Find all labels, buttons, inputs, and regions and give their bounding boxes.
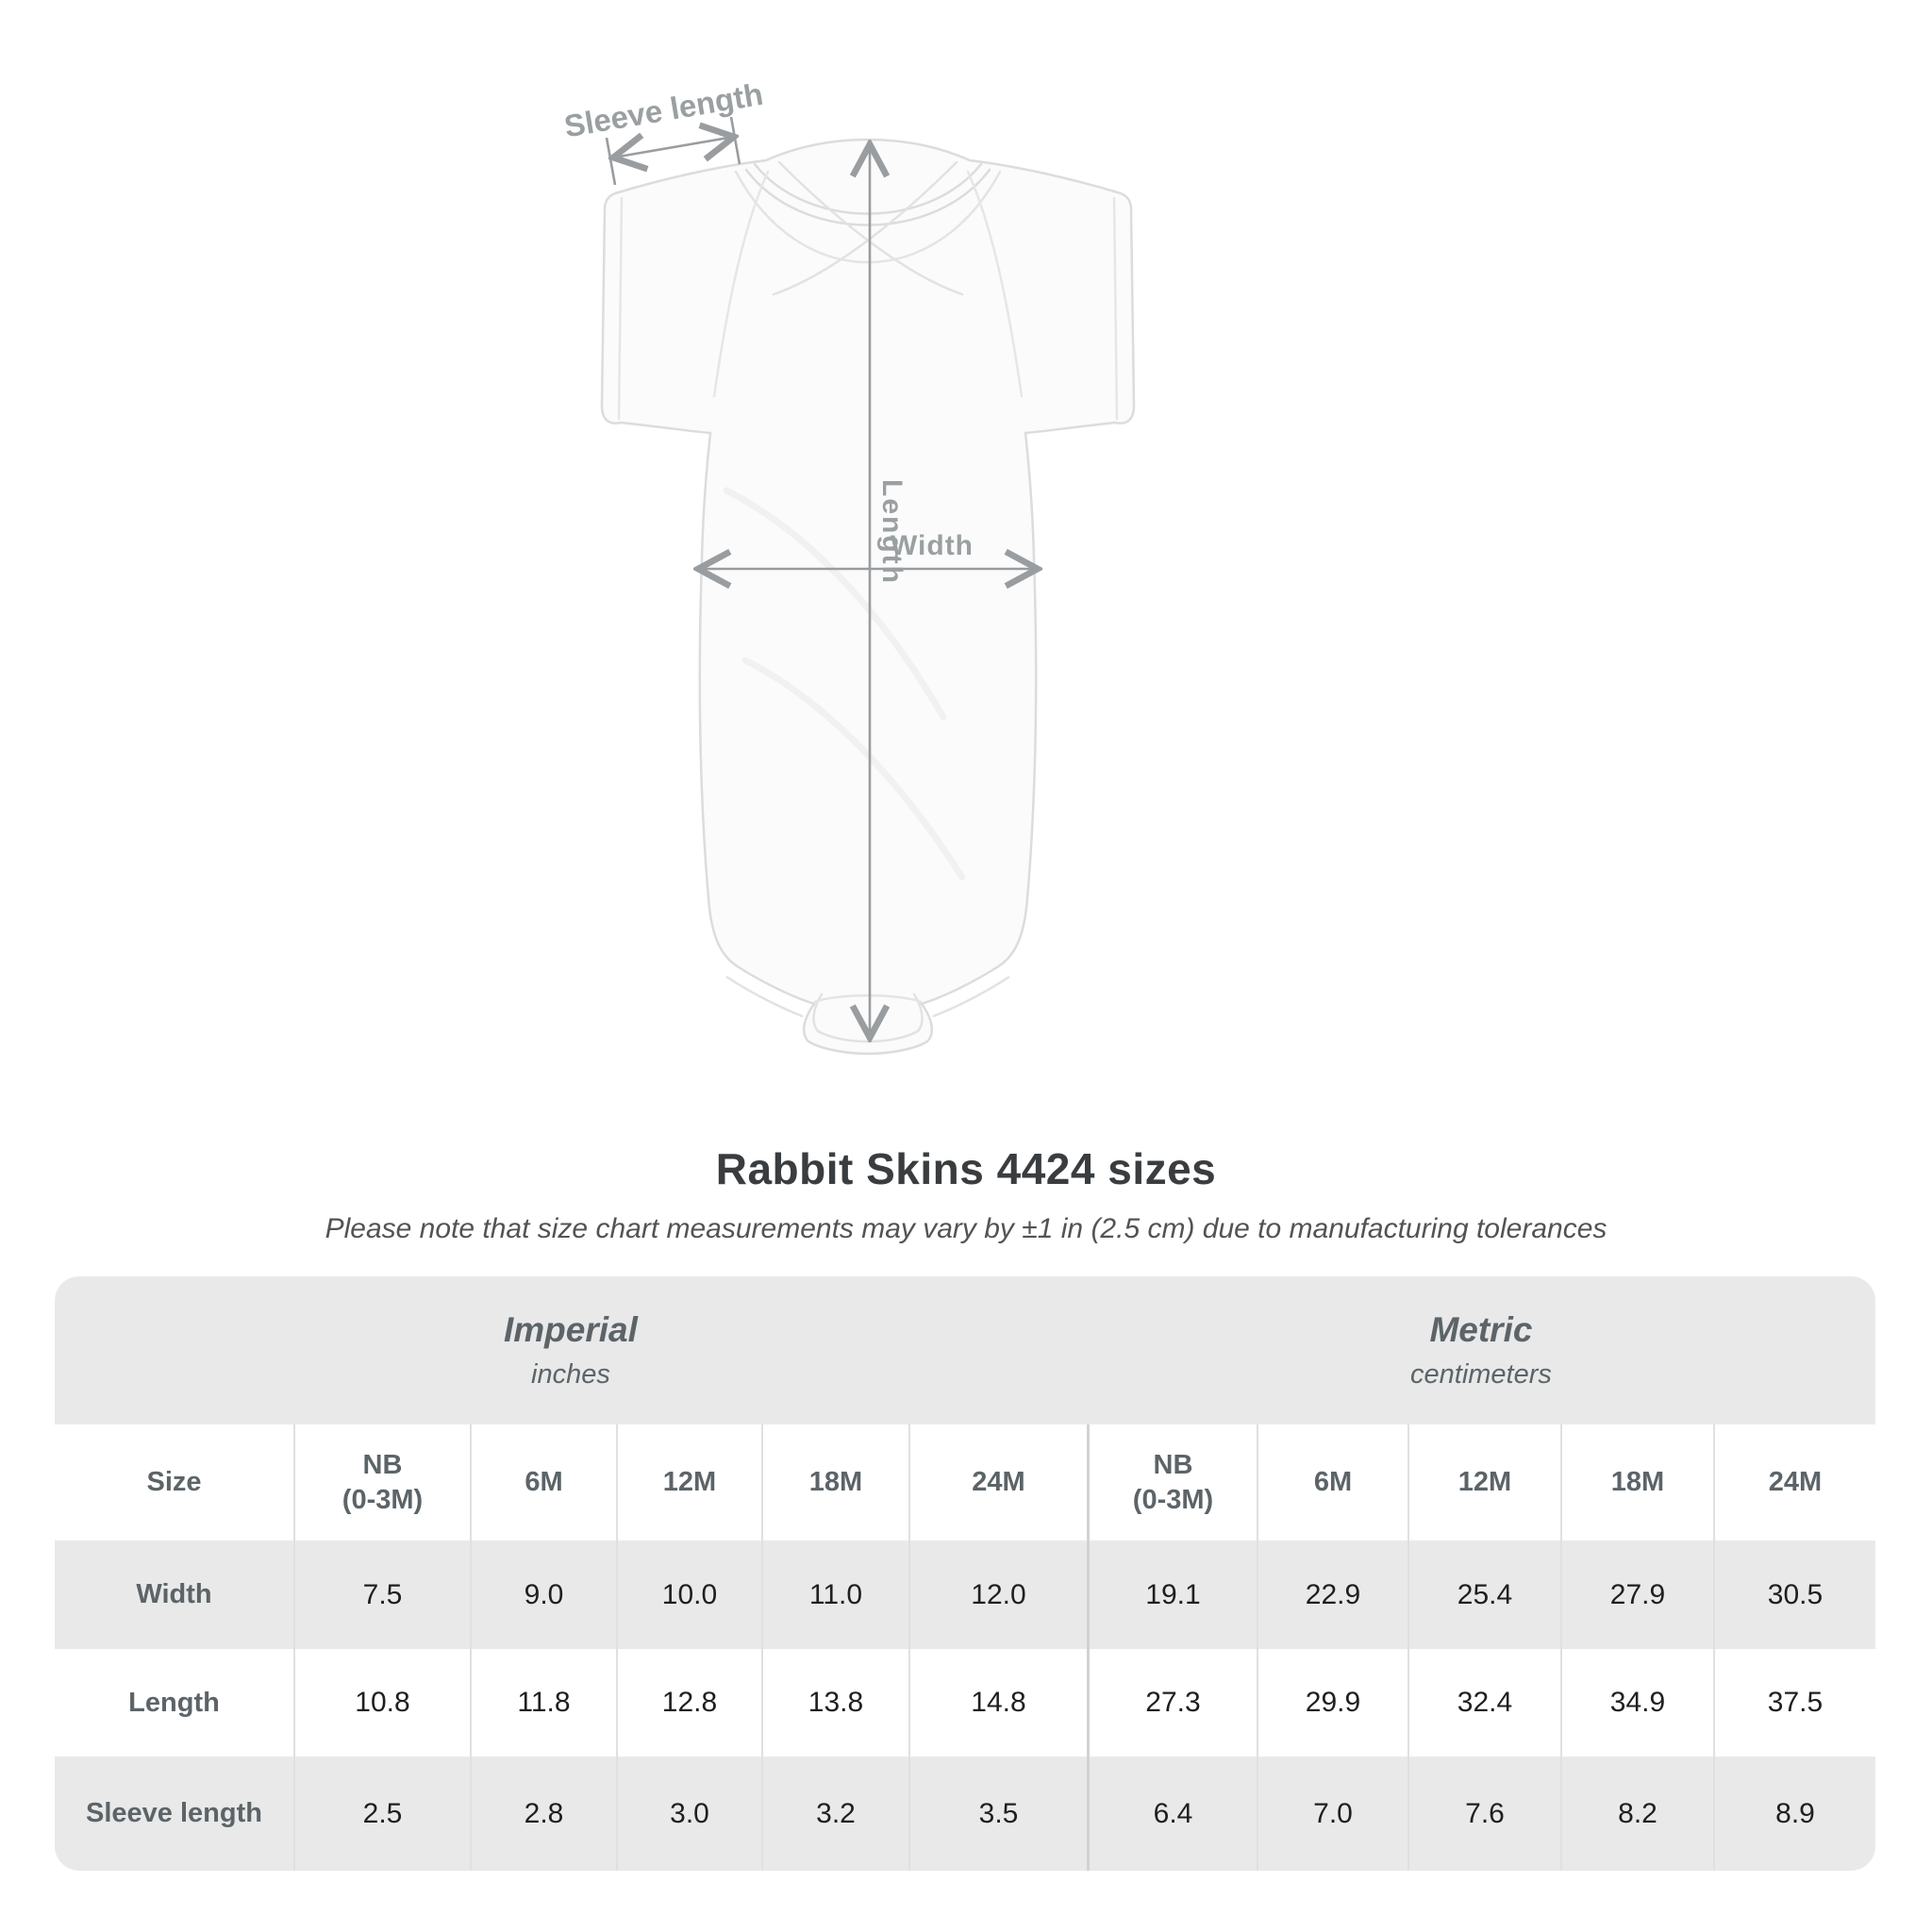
col-header-metric-24m: 24M: [1713, 1424, 1875, 1541]
metric-group-header: [1087, 1276, 1875, 1424]
imperial-group-label: Imperial: [504, 1310, 638, 1349]
table-cell: 3.0: [616, 1757, 761, 1871]
imperial-group-header: [55, 1276, 1087, 1424]
row-label-length: Length: [55, 1649, 293, 1757]
table-cell: 9.0: [470, 1541, 616, 1649]
table-cell: 10.0: [616, 1541, 761, 1649]
table-cell: 7.0: [1257, 1757, 1407, 1871]
col-header-metric-nb: [1087, 1424, 1257, 1541]
unit-group-header: [55, 1276, 1875, 1424]
col-header-line1: NB: [362, 1450, 403, 1481]
col-header-line2: (0-3M): [341, 1484, 424, 1515]
col-header-imperial-nb: [293, 1424, 470, 1541]
table-cell: 10.8: [293, 1649, 470, 1757]
table-cell: 32.4: [1407, 1649, 1560, 1757]
table-cell: 37.5: [1713, 1649, 1875, 1757]
table-cell: 11.8: [470, 1649, 616, 1757]
col-header-imperial-24m: 24M: [908, 1424, 1087, 1541]
onesie-illustration: [602, 140, 1134, 1054]
table-cell: 6.4: [1087, 1757, 1257, 1871]
table-cell: 8.9: [1713, 1757, 1875, 1871]
length-label: Length: [876, 479, 908, 585]
page-subtitle: Please note that size chart measurements may vary by ±1 in (2.5 cm) due to manufacturing tolerances: [325, 1213, 1607, 1244]
sleeve-length-label: Sleeve length: [561, 75, 766, 144]
metric-group-unit: centimeters: [1410, 1359, 1552, 1390]
row-label-width: Width: [55, 1541, 293, 1649]
table-cell: 13.8: [761, 1649, 908, 1757]
table-cell: 2.5: [293, 1757, 470, 1871]
table-cell: 25.4: [1407, 1541, 1560, 1649]
size-chart-grid: [55, 1424, 1875, 1871]
col-header-metric-6m: 6M: [1257, 1424, 1407, 1541]
col-header-metric-12m: 12M: [1407, 1424, 1560, 1541]
width-label: Width: [890, 530, 974, 561]
table-cell: 22.9: [1257, 1541, 1407, 1649]
col-header-imperial-6m: 6M: [470, 1424, 616, 1541]
imperial-group-unit: inches: [531, 1359, 610, 1390]
size-chart-table: [55, 1276, 1875, 1871]
table-cell: 7.6: [1407, 1757, 1560, 1871]
table-cell: 19.1: [1087, 1541, 1257, 1649]
table-cell: 27.3: [1087, 1649, 1257, 1757]
col-header-line2: (0-3M): [1132, 1484, 1214, 1515]
table-cell: 2.8: [470, 1757, 616, 1871]
table-cell: 7.5: [293, 1541, 470, 1649]
page-title: Rabbit Skins 4424 sizes: [715, 1144, 1217, 1193]
col-header-metric-18m: 18M: [1560, 1424, 1713, 1541]
table-cell: 34.9: [1560, 1649, 1713, 1757]
table-cell: 14.8: [908, 1649, 1087, 1757]
col-header-size: Size: [55, 1424, 293, 1541]
table-cell: 8.2: [1560, 1757, 1713, 1871]
table-cell: 3.5: [908, 1757, 1087, 1871]
table-cell: 11.0: [761, 1541, 908, 1649]
table-cell: 27.9: [1560, 1541, 1713, 1649]
col-header-line1: NB: [1153, 1450, 1193, 1481]
col-header-imperial-18m: 18M: [761, 1424, 908, 1541]
table-cell: 29.9: [1257, 1649, 1407, 1757]
col-header-imperial-12m: 12M: [616, 1424, 761, 1541]
row-label-sleeve-length: Sleeve length: [55, 1757, 293, 1871]
table-cell: 12.0: [908, 1541, 1087, 1649]
table-cell: 12.8: [616, 1649, 761, 1757]
metric-group-label: Metric: [1429, 1310, 1533, 1349]
table-cell: 30.5: [1713, 1541, 1875, 1649]
table-cell: 3.2: [761, 1757, 908, 1871]
